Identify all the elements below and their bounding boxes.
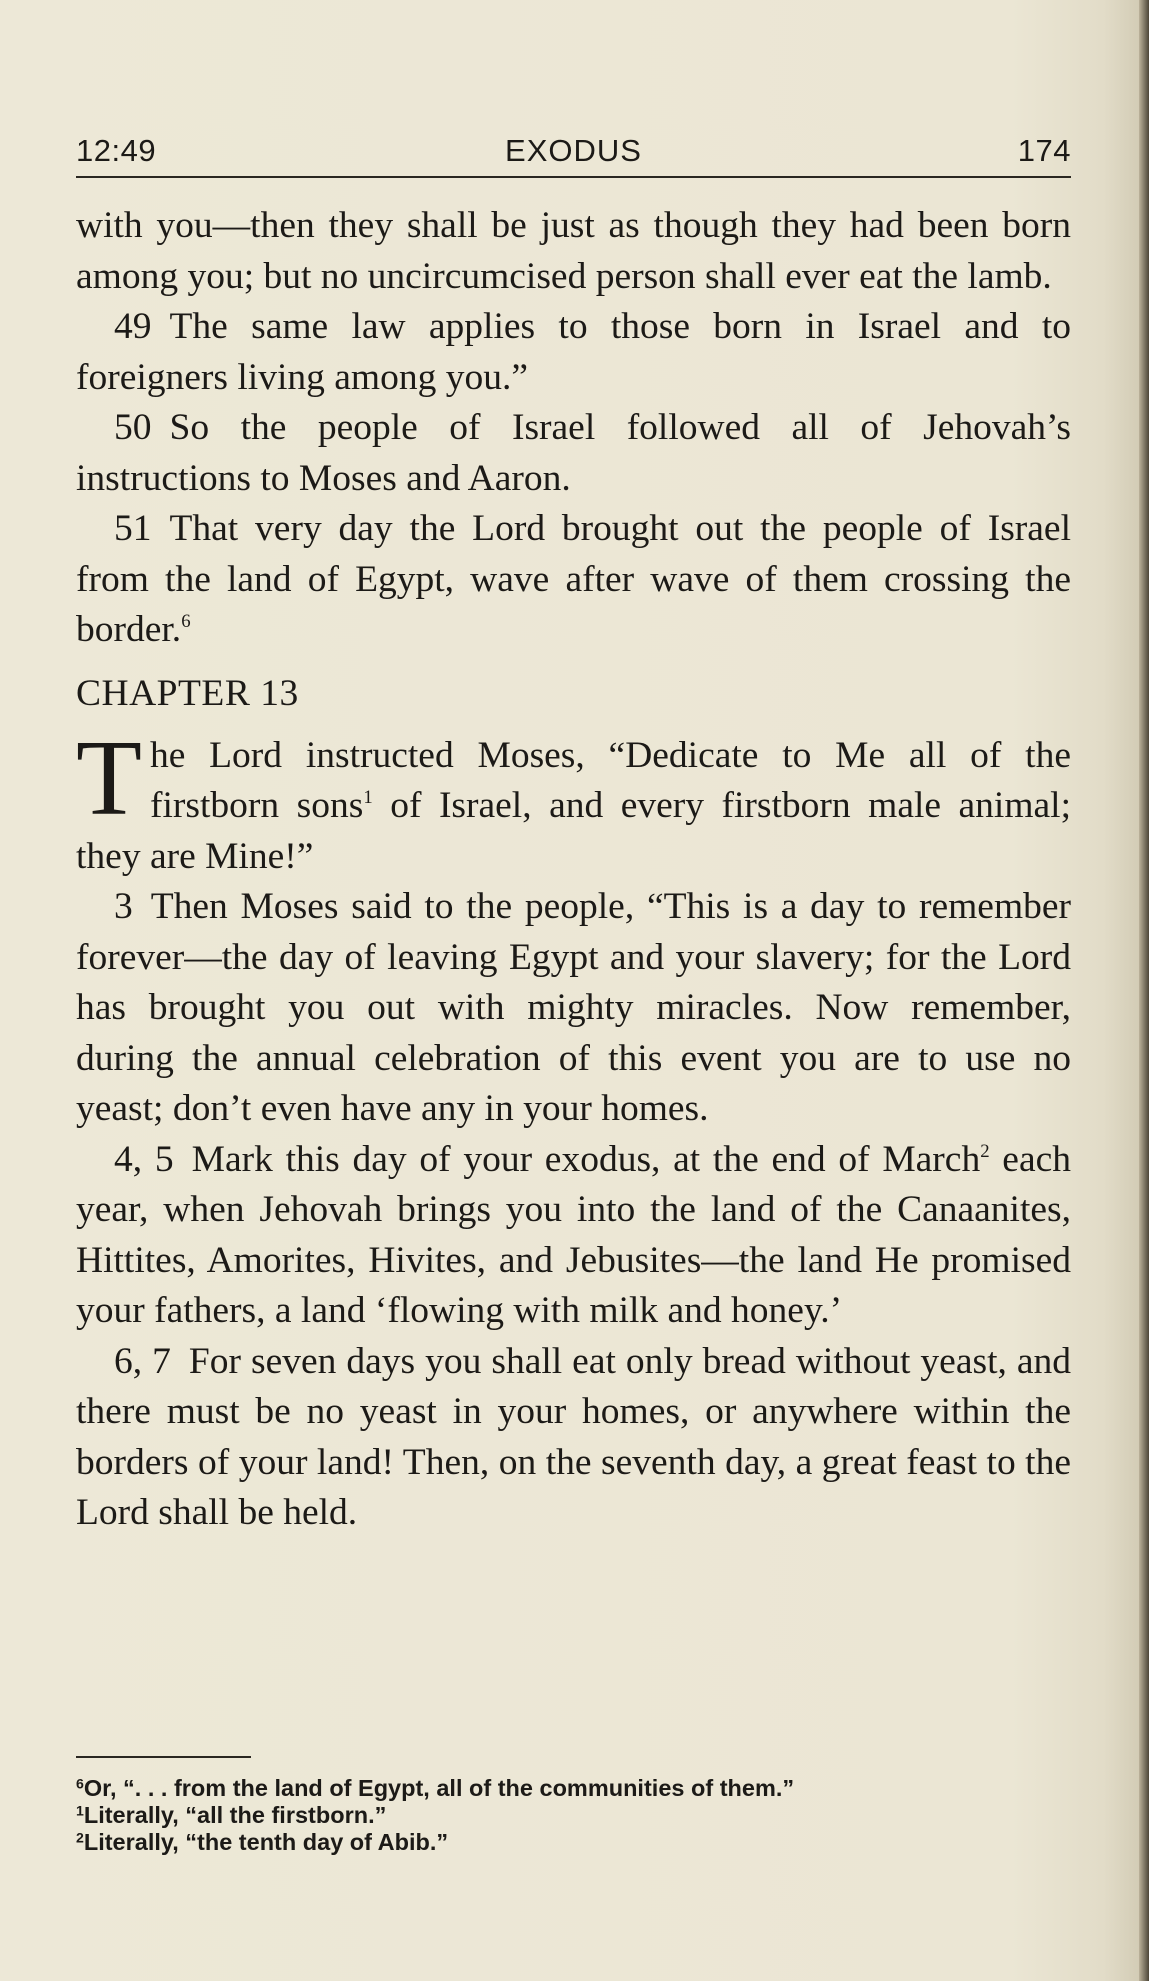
footnote-ref: 2 xyxy=(980,1140,990,1162)
footnote-text: Literally, “the tenth day of Abib.” xyxy=(83,1829,449,1855)
verse-text: The same law applies to those born in Israel and to foreigners living among you.” xyxy=(76,306,1071,398)
footnote xyxy=(76,1802,1071,1829)
verse-51 xyxy=(76,504,1071,656)
header-page-number: 174 xyxy=(1017,133,1071,168)
chapter-13-opening xyxy=(76,718,1071,883)
page-edge-shadow xyxy=(1139,0,1149,1981)
verse-text: That very day the Lord brought out the people of Israel from the land of Egypt, wave after wave of them crossing the border. xyxy=(76,508,1071,650)
verse-text: So the people of Israel followed all of Jehovah’s instructions to Moses and Aaron. xyxy=(76,407,1071,499)
verse-number: 51 xyxy=(114,508,152,549)
body-text xyxy=(76,201,1071,1539)
header-book-title: EXODUS xyxy=(505,133,642,168)
verse-text: Then Moses said to the people, “This is a day to remember forever—the day of leaving Egypt and your slavery; for the Lord has brought you out with mighty miracles. Now remember, during the annual celebration of this event you are to use no yeast; don’t even have any in your homes. xyxy=(76,886,1071,1129)
footnote-mark: 1 xyxy=(76,1802,84,1819)
header-reference: 12:49 xyxy=(76,133,157,168)
verse-50 xyxy=(76,403,1071,504)
footnote-text: Or, “. . . from the land of Egypt, all of the communities of them.” xyxy=(83,1775,795,1801)
verse-4-5 xyxy=(76,1135,1071,1337)
footnote-mark: 6 xyxy=(76,1775,84,1792)
paragraph-continued: with you—then they shall be just as though they had been born among you; but no uncircumcised person shall ever eat the lamb. xyxy=(76,205,1071,297)
footnote-text: Literally, “all the firstborn.” xyxy=(83,1802,387,1828)
footnote xyxy=(76,1829,1071,1856)
footnote-mark: 2 xyxy=(76,1829,84,1846)
verse-number: 49 xyxy=(114,306,152,347)
verse-text: each year, when Jehovah brings you into the land of the Canaanites, Hittites, Amorites, Hivites, and Jebusites—the land He promised your fathers, a land ‘flowing with milk and honey.’ xyxy=(76,1138,1071,1331)
verse-number: 50 xyxy=(114,407,152,448)
footnotes xyxy=(76,1775,1071,1856)
footnote-ref: 1 xyxy=(363,786,373,808)
chapter-heading: CHAPTER 13 xyxy=(76,672,299,714)
verse-number: 3 xyxy=(114,886,133,927)
running-header xyxy=(76,133,1071,177)
verse-text: he Lord instructed Moses, “Dedicate to Me all of the firstborn sons xyxy=(149,734,1071,826)
verse-text: For seven days you shall eat only bread without yeast, and there must be no yeast in your homes, or anywhere within the borders of your land! Then, on the seventh day, a great feast to the Lord shall be held. xyxy=(76,1340,1072,1533)
footnote-ref: 6 xyxy=(181,610,191,632)
verse-number: 6, 7 xyxy=(114,1340,171,1382)
footnote xyxy=(76,1775,1071,1802)
drop-cap: T xyxy=(76,718,142,838)
header-rule xyxy=(76,176,1071,178)
verse-text: Mark this day of your exodus, at the end of March xyxy=(191,1138,981,1180)
footnote-rule xyxy=(76,1756,251,1758)
verse-6-7 xyxy=(76,1337,1071,1539)
verse-text: of Israel, and every firstborn male animal; they are Mine!” xyxy=(76,785,1071,877)
verse-3 xyxy=(76,882,1071,1135)
verse-49 xyxy=(76,302,1071,403)
verse-number: 4, 5 xyxy=(114,1138,174,1180)
